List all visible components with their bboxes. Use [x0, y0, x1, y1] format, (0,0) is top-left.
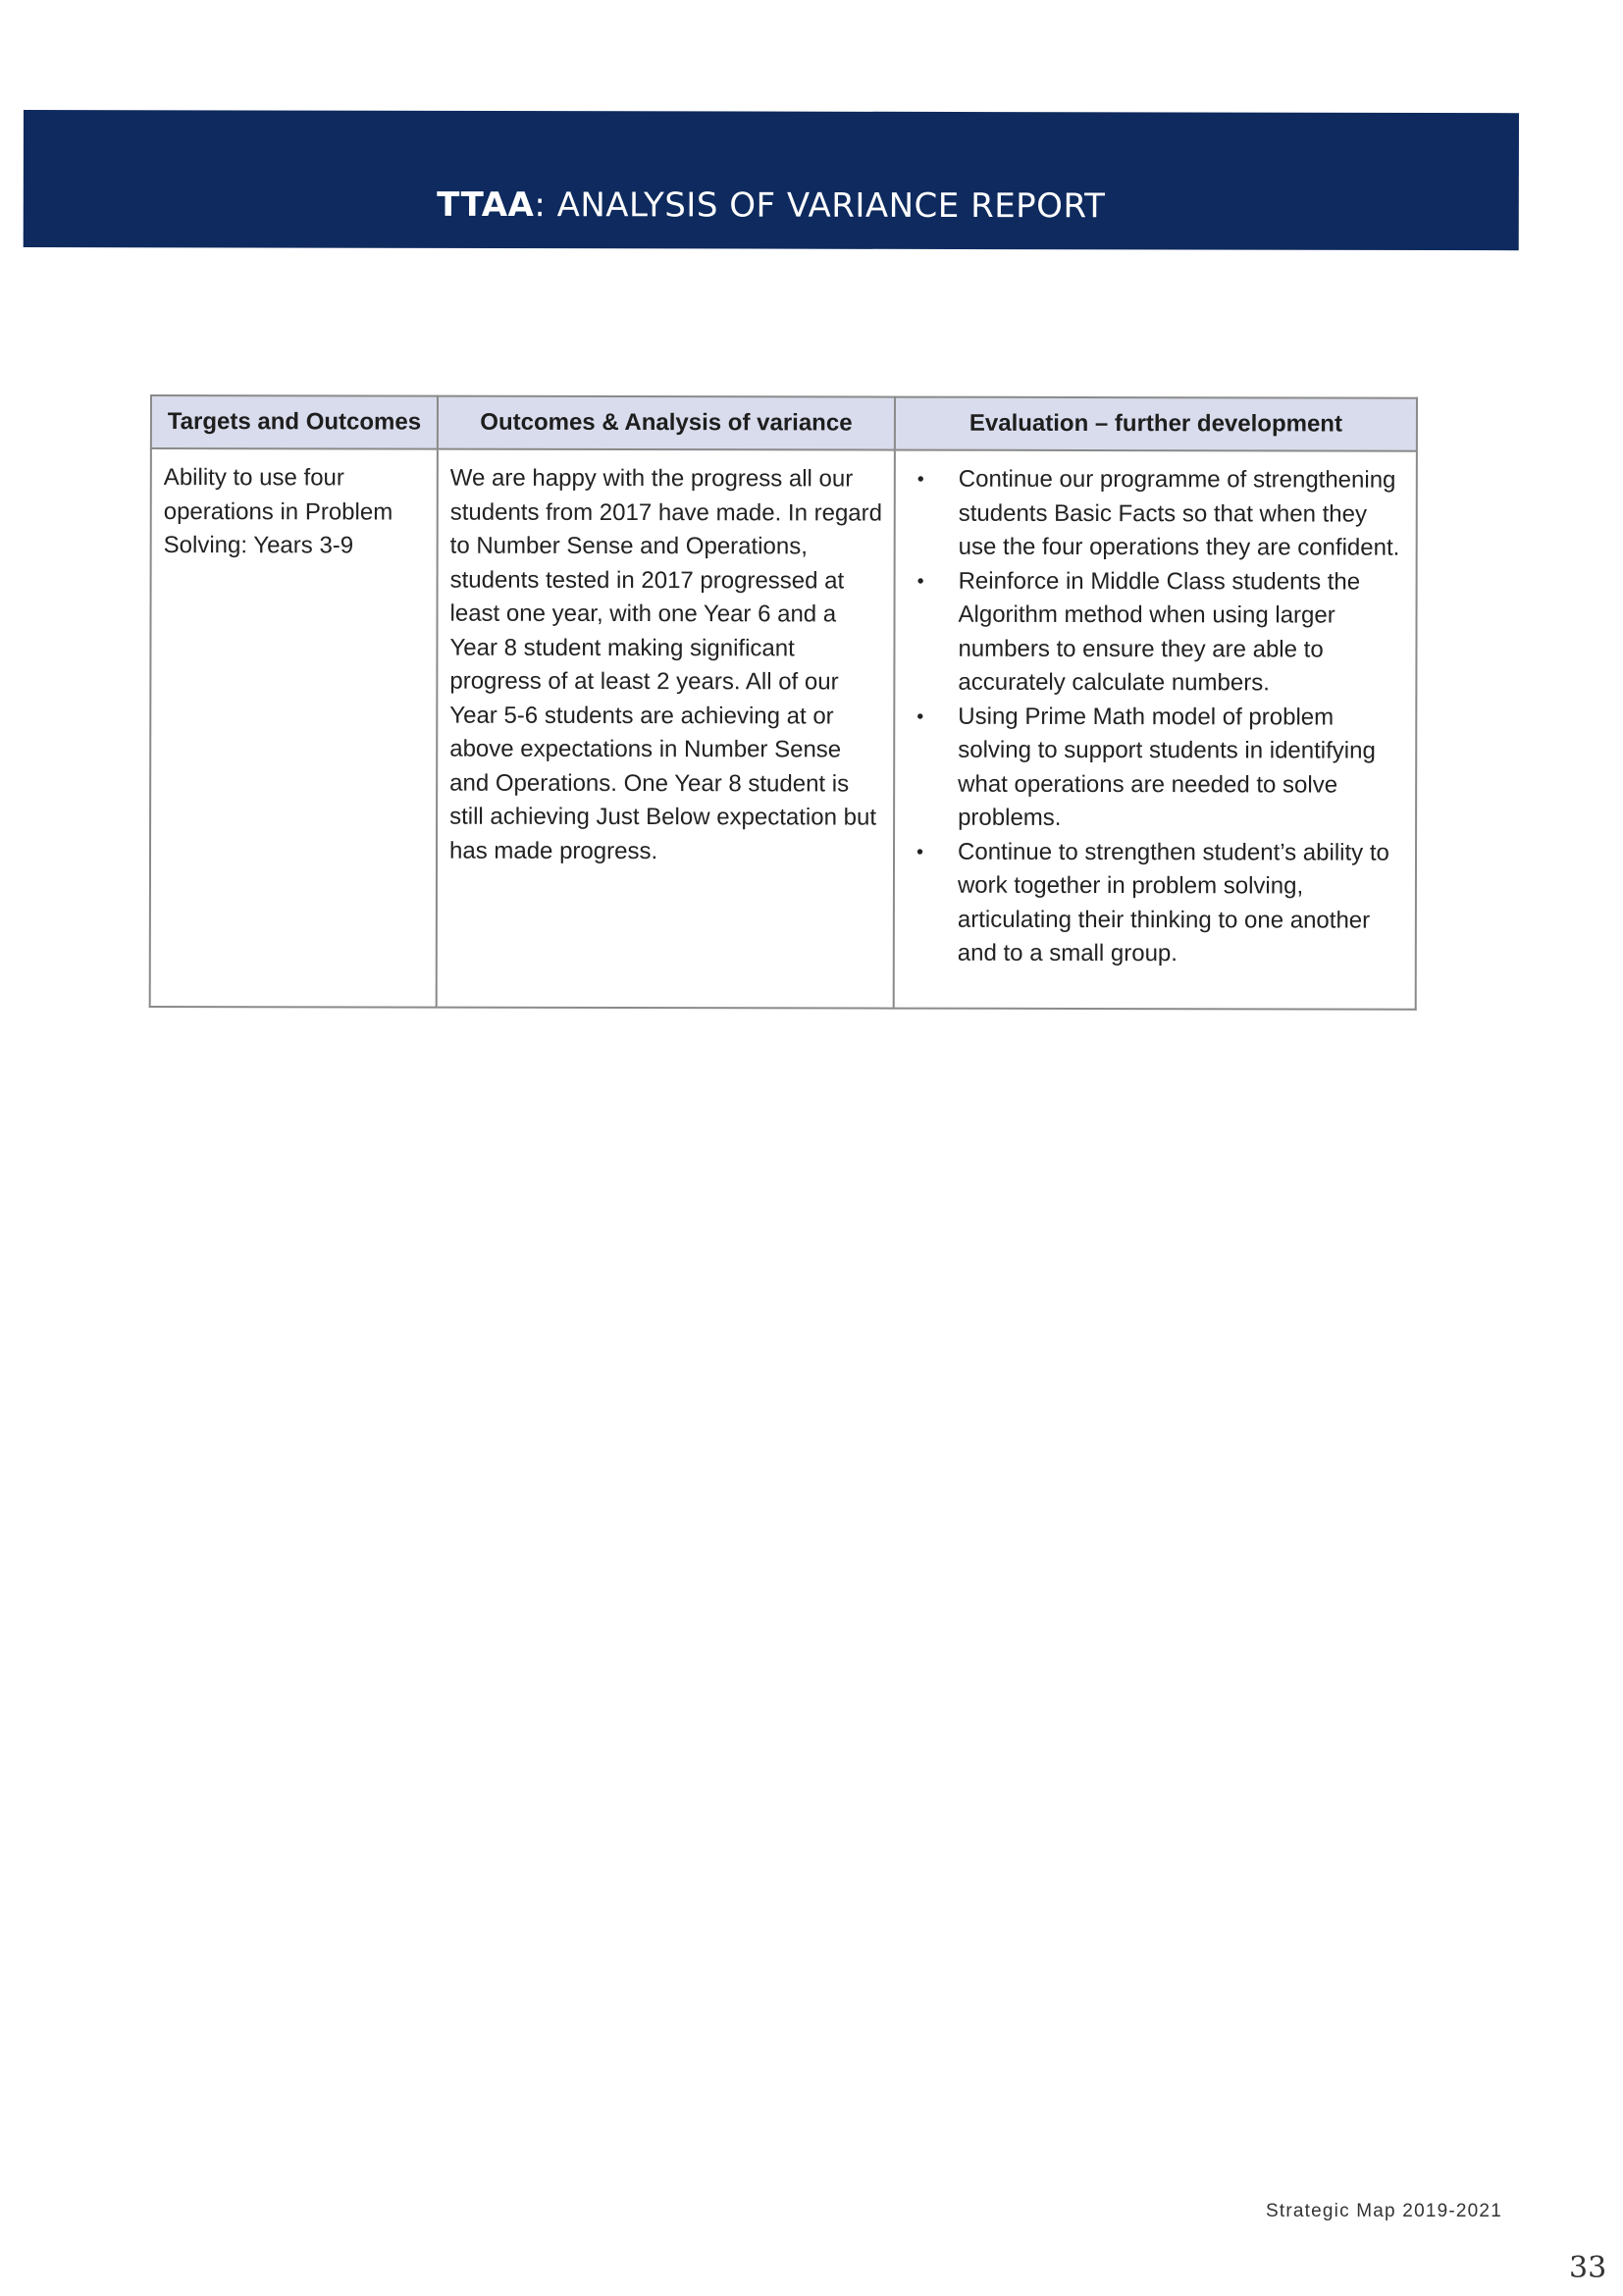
- header-evaluation: Evaluation – further development: [895, 397, 1417, 451]
- page-number: 33: [1569, 2251, 1607, 2285]
- analysis-cell: We are happy with the progress all our students from 2017 have made. In regard to Number Sense and Operations, students tested in 2017 progressed at least one year, with one Year 6 and a Year 8 student making significant progress of at least 2 years. All of our Year 5-6 students are achieving at or above expectations in Number Sense and Operations. One Year 8 student is still achieving Just Below expectation but has made progress.: [437, 449, 895, 1009]
- report-title-text: : ANALYSIS OF VARIANCE REPORT: [534, 185, 1106, 227]
- bullet-icon: •: [916, 705, 924, 728]
- evaluation-item-text: Continue to strengthen student’s ability to work together in problem solving, articulating their thinking to one another and to a small group.: [957, 838, 1389, 967]
- report-title: [24, 184, 1519, 227]
- bullet-icon: •: [916, 570, 924, 593]
- evaluation-list: [907, 463, 1406, 972]
- bullet-icon: •: [916, 841, 924, 863]
- variance-table: [149, 394, 1418, 1011]
- evaluation-item: [907, 835, 1405, 971]
- header-outcomes-analysis: Outcomes & Analysis of variance: [438, 396, 895, 450]
- table-row: [150, 448, 1417, 1010]
- target-cell: Ability to use four operations in Problem Solving: Years 3-9: [150, 448, 438, 1008]
- evaluation-item: [907, 564, 1405, 701]
- evaluation-item: [907, 700, 1405, 836]
- evaluation-cell: [894, 450, 1417, 1010]
- report-banner: [24, 110, 1519, 250]
- evaluation-item-text: Continue our programme of strengthening students Basic Facts so that when they use the four operations they are confident.: [958, 465, 1400, 561]
- table-header-row: [151, 395, 1417, 451]
- evaluation-item: [908, 463, 1406, 566]
- evaluation-item-text: Using Prime Math model of problem solving to support students in identifying what operations are needed to solve problems.: [958, 703, 1376, 831]
- report-title-prefix: TTAA: [437, 184, 535, 226]
- footer-text: Strategic Map 2019-2021: [1266, 2201, 1502, 2221]
- header-targets-and-outcomes: Targets and Outcomes: [151, 395, 438, 449]
- bullet-icon: •: [916, 468, 924, 491]
- evaluation-item-text: Reinforce in Middle Class students the Algorithm method when using larger numbers to ensure they are able to accurately calculate numbers.: [958, 567, 1361, 697]
